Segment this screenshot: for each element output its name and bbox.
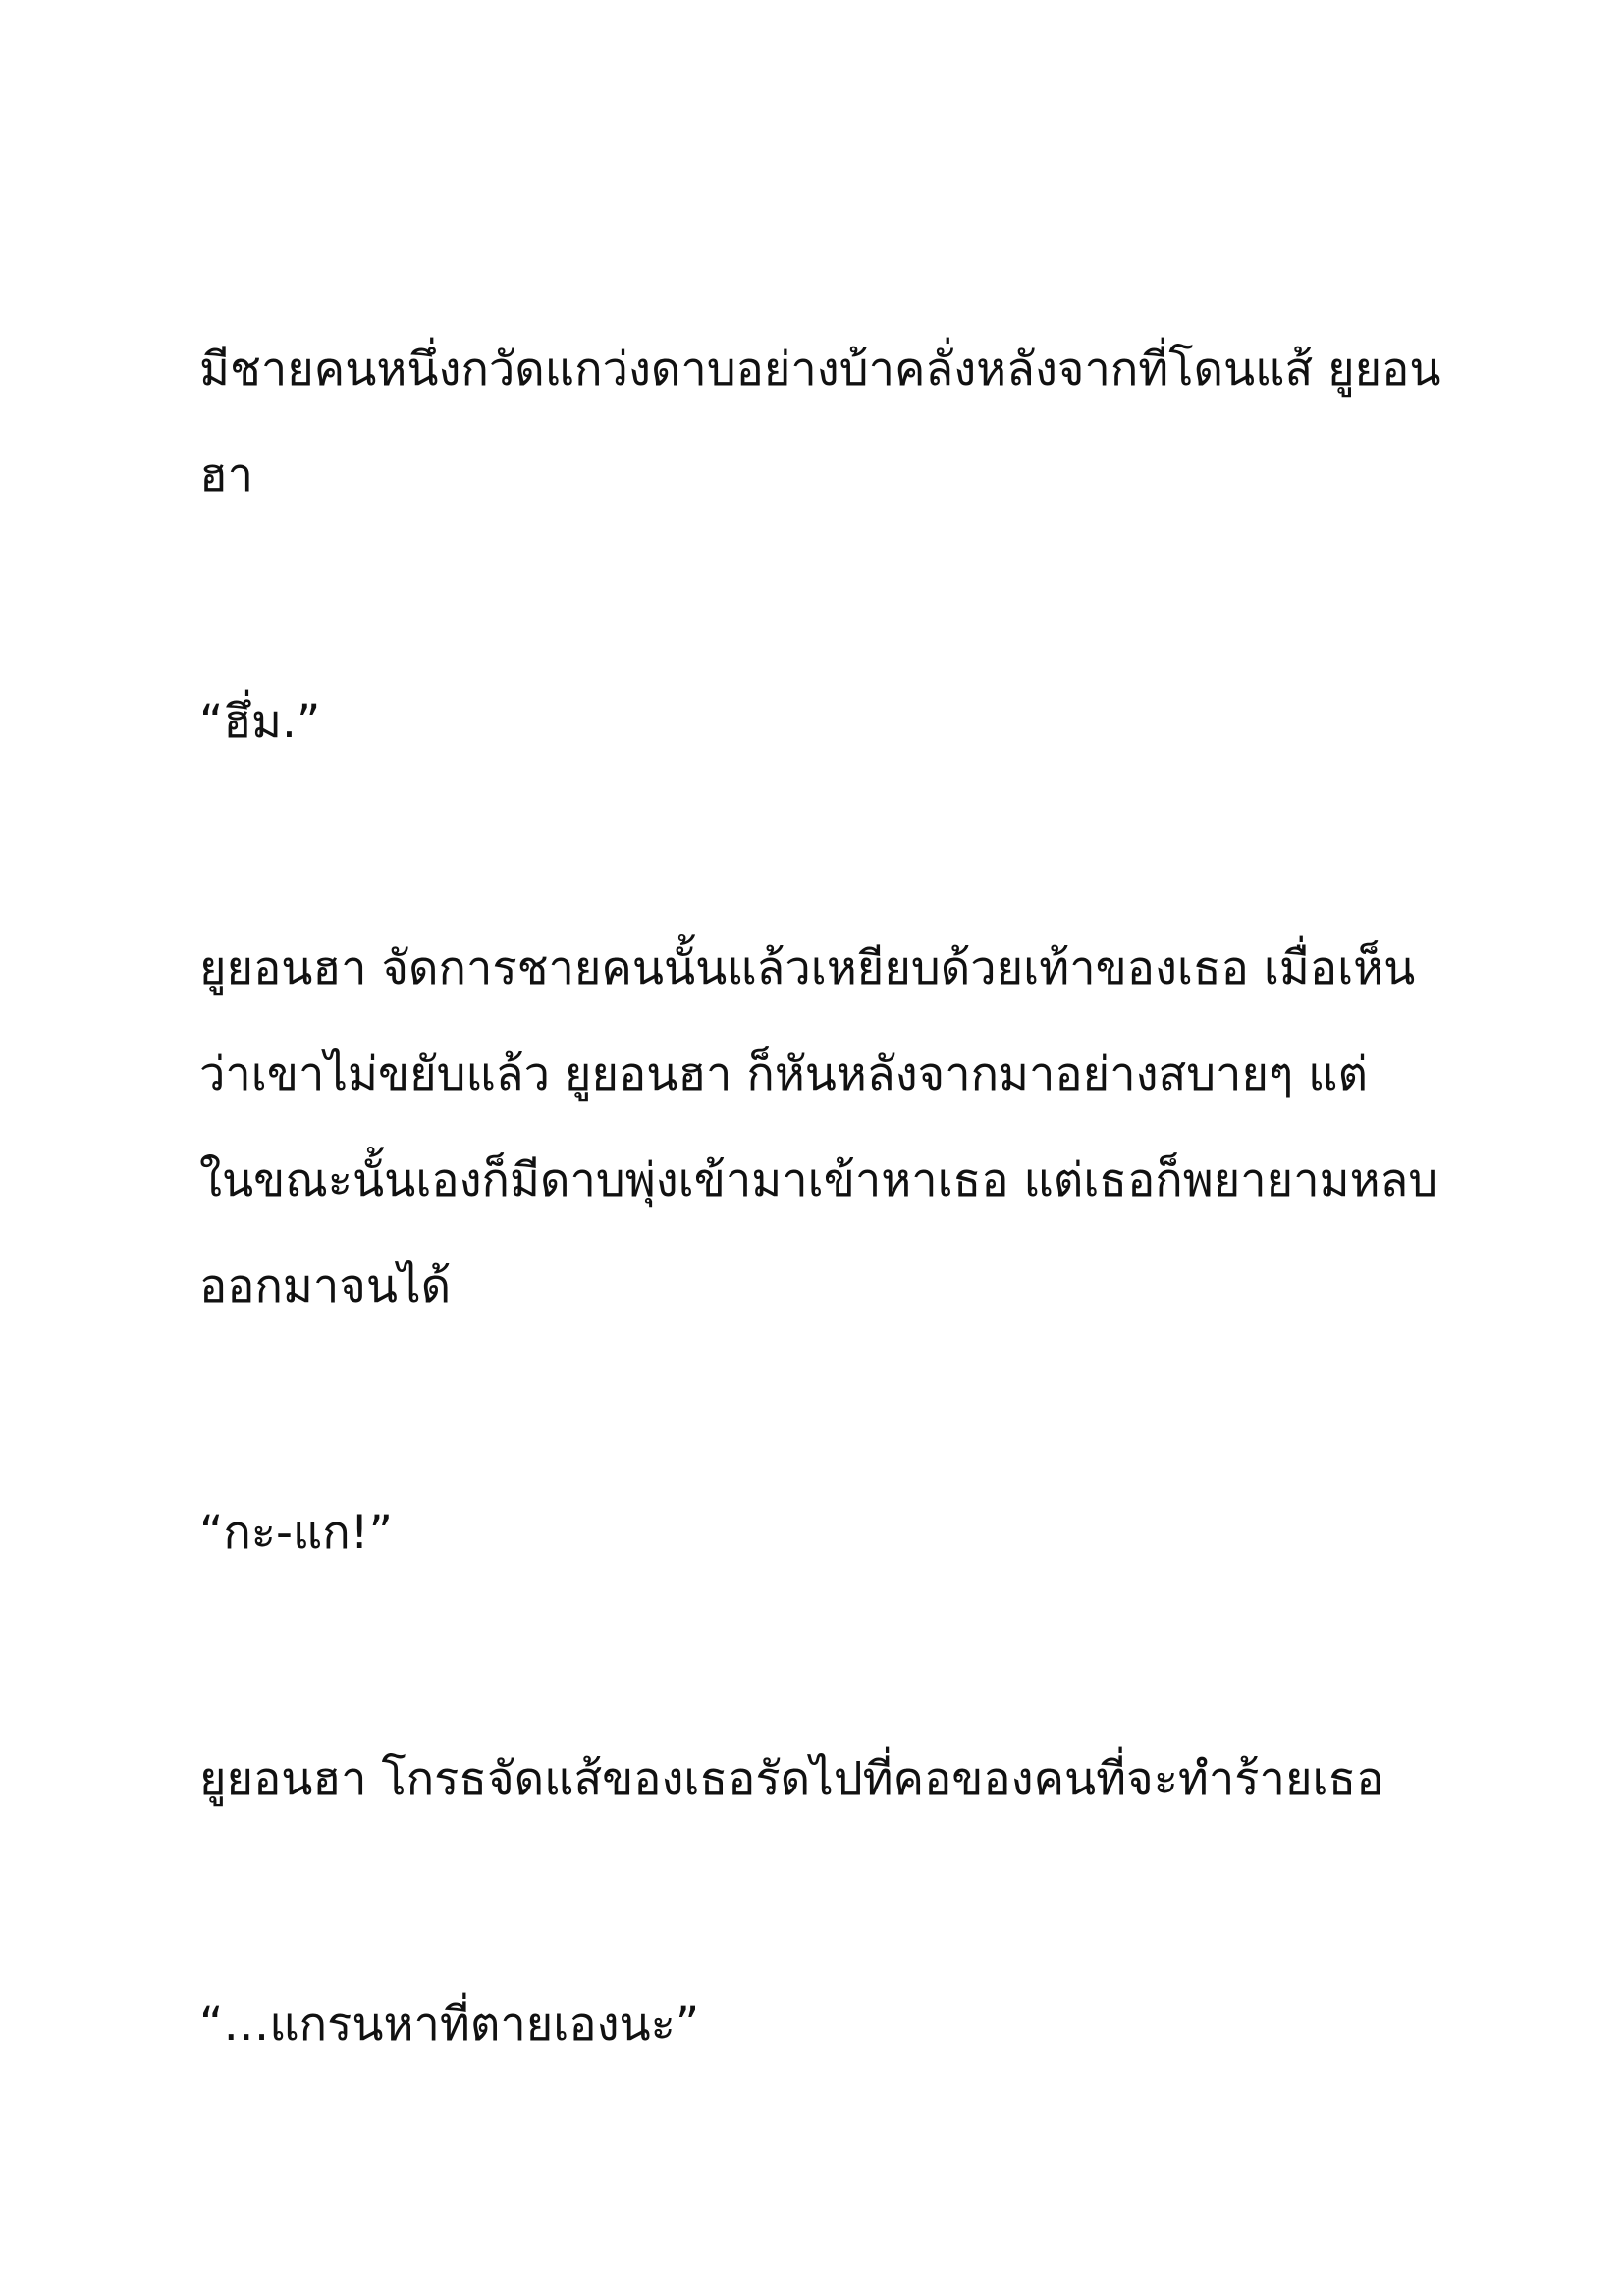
paragraph-line-7: ยูยอนฮา โกรธจัดแส้ของเธอรัดไปที่คอของคนที่จะทำร้ายเธอ [199,1752,1384,1806]
paragraph-line-5: ในขณะนั้นเองก็มีดาบพุ่งเข้ามาเข้าหาเธอ แต่เธอก็พยายามหลบ [199,1153,1438,1207]
dialogue-line-2: “กะ-แก!” [199,1506,393,1560]
paragraph-line-4: ว่าเขาไม่ขยับแล้ว ยูยอนฮา ก็หันหลังจากมาอย่างสบายๆ แต่ [199,1047,1368,1101]
paragraph-line-2: ฮา [199,449,254,503]
paragraph-line-1: มีชายคนหนึ่งกวัดแกว่งดาบอย่างบ้าคลั่งหลังจากที่โดนแส้ ยูยอน [199,343,1441,397]
dialogue-line-1: “ฮึ่ม.” [199,695,321,749]
paragraph-line-3: ยูยอนฮา จัดการชายคนนั้นแล้วเหยียบด้วยเท้าของเธอ เมื่อเห็น [199,941,1416,995]
paragraph-line-6: ออกมาจนได้ [199,1259,452,1313]
dialogue-line-3: “…แกรนหาที่ตายเองนะ” [199,1998,700,2052]
